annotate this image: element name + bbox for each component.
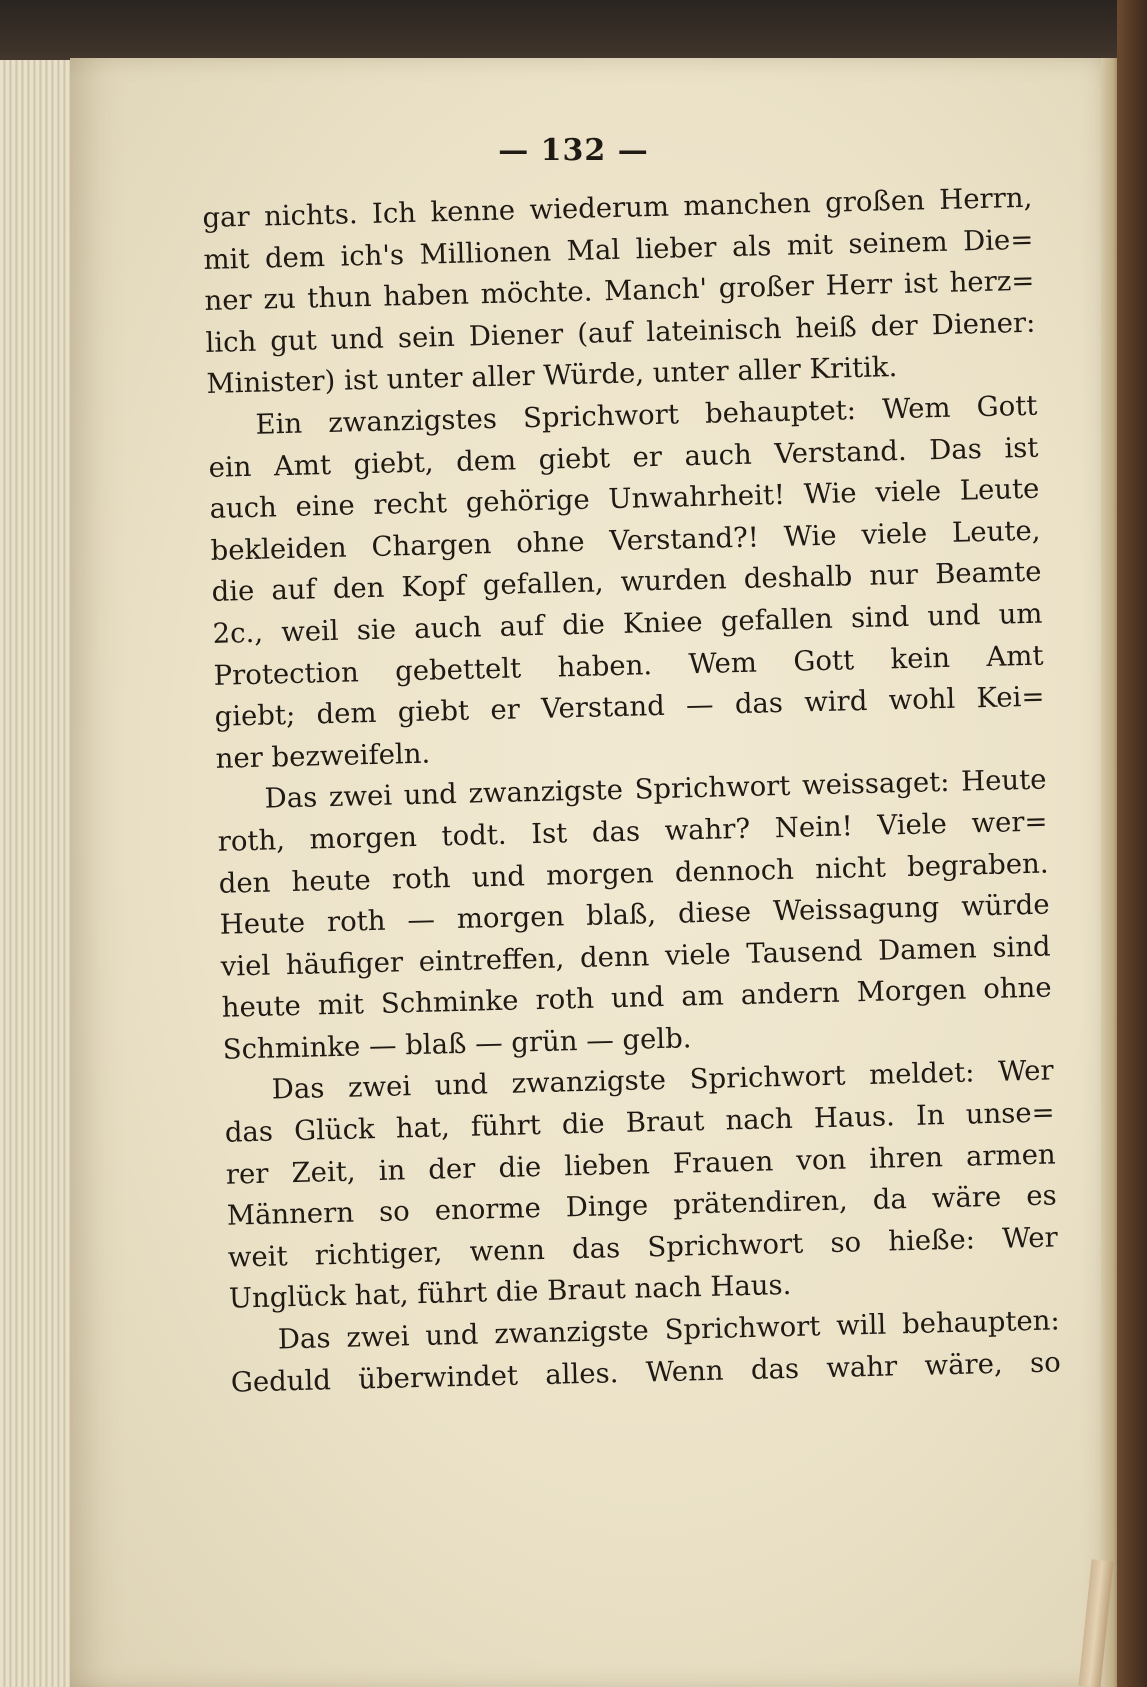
text-line: Heute roth — morgen blaß, diese Weissagung würde (219, 888, 1050, 941)
text-line: ein Amt giebt, dem giebt er auch Verstand. Das ist (208, 431, 1039, 484)
text-line: Ein zwanzigstes Sprichwort behauptet: Wem Gott (255, 389, 1038, 441)
text-line: gar nichts. Ich kenne wiederum manchen großen Herrn, (202, 181, 1033, 234)
text-line: Das zwei und zwanzigste Sprichwort meldet: Wer (271, 1054, 1054, 1107)
page-number: — 132 — (498, 133, 649, 168)
text-line: ner bezweifeln. (215, 737, 431, 775)
text-line: Schminke — blaß — grün — gelb. (222, 1022, 692, 1066)
text-line: ner zu thun haben möchte. Manch' großer Herr ist herz= (204, 264, 1035, 318)
book-cover-right (1117, 0, 1147, 1687)
text-line: die auf den Kopf gefallen, wurden deshalb nur Beamte (211, 555, 1042, 609)
text-line: Protection gebettelt haben. Wem Gott kein Amt (213, 639, 1044, 692)
text-line: rer Zeit, in der die lieben Frauen von ihren armen (225, 1138, 1057, 1191)
text-line: auch eine recht gehörige Unwahrheit! Wie viele Leute (209, 472, 1040, 526)
text-line: viel häufiger eintreffen, denn viele Tausend Damen sind (220, 930, 1051, 983)
text-line: mit dem ich's Millionen Mal lieber als mit seinem Die= (203, 223, 1034, 276)
page-stack-edge (0, 60, 80, 1687)
text-line: Geduld überwindet alles. Wenn das wahr wäre, so (230, 1345, 1062, 1399)
text-line: das Glück hat, führt die Braut nach Haus. In unse= (224, 1096, 1055, 1149)
text-line: roth, morgen todt. Ist das wahr? Nein! Viele wer= (217, 805, 1048, 858)
text-line: 2c., weil sie auch auf die Kniee gefallen sind und um (212, 597, 1043, 650)
text-line: Das zwei und zwanzigste Sprichwort will behaupten: (277, 1304, 1061, 1356)
text-line: Minister) ist unter aller Würde, unter aller Kritik. (206, 351, 898, 401)
text-line: heute mit Schminke roth und am andern Morgen ohne (221, 971, 1052, 1025)
text-line: den heute roth und morgen dennoch nicht begraben. (218, 847, 1049, 900)
text-line: bekleiden Chargen ohne Verstand?! Wie viele Leute, (210, 514, 1041, 567)
text-line: Unglück hat, führt die Braut nach Haus. (228, 1269, 792, 1316)
text-line: weit richtiger, wenn das Sprichwort so hieße: Wer (227, 1221, 1059, 1274)
text-line: Das zwei und zwanzigste Sprichwort weissaget: Heute (264, 763, 1047, 815)
text-line: Männern so enorme Dinge prätendiren, da wäre es (226, 1179, 1058, 1232)
text-line: lich gut und sein Diener (auf lateinisch heiß der Diener: (205, 306, 1036, 359)
text-line: giebt; dem giebt er Verstand — das wird wohl Kei= (214, 680, 1045, 733)
page-body-text (202, 178, 1061, 1404)
